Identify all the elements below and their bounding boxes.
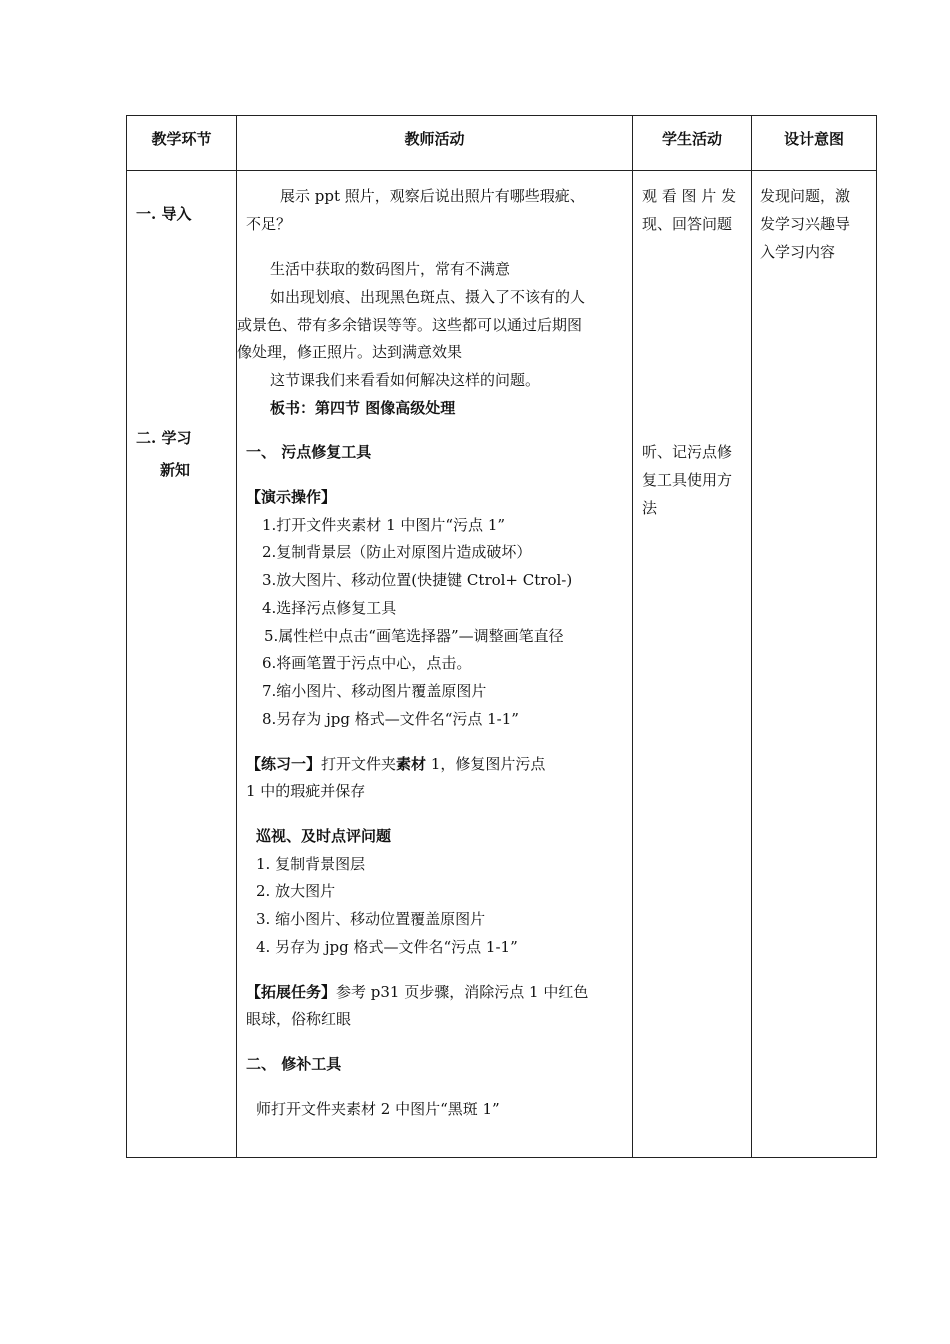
extension-task-line2: 眼球，俗称红眼 (246, 1010, 352, 1028)
patrol-item-4: 4. 另存为 jpg 格式—文件名“污点 1-1” (256, 938, 518, 956)
column-divider-3 (751, 115, 752, 1158)
column-divider-2 (632, 115, 633, 1158)
teacher-last-line: 师打开文件夹素材 2 中图片“黑斑 1” (256, 1100, 500, 1118)
teacher-p4: 这节课我们来看看如何解决这样的问题。 (270, 371, 541, 389)
student-activity-1-line2: 现、回答问题 (642, 215, 733, 233)
student-activity-2-line2: 复工具使用方 (642, 471, 733, 489)
exercise1-text2: 1，修复图片污点 (426, 755, 546, 773)
header-teacher-activity: 教师活动 (404, 130, 465, 148)
demo-step-1: 1.打开文件夹素材 1 中图片“污点 1” (262, 516, 506, 534)
extension-task-text: 参考 p31 页步骤，消除污点 1 中红色 (336, 983, 589, 1001)
design-intent-line3: 入学习内容 (760, 243, 836, 261)
student-activity-2-line1: 听、记污点修 (642, 443, 733, 461)
design-intent-line2: 发学习兴趣导 (760, 215, 851, 233)
exercise1-line1 (246, 755, 545, 773)
patrol-heading: 巡视、及时点评问题 (256, 827, 392, 845)
table-bottom-border (126, 1157, 877, 1158)
demo-step-5: 5.属性栏中点击“画笔选择器”—调整画笔直径 (264, 627, 564, 645)
teacher-p1-line1: 展示 ppt 照片，观察后说出照片有哪些瑕疵、 (280, 187, 585, 205)
stage-learn-line2: 新知 (160, 461, 191, 479)
design-intent-line1: 发现问题，激 (760, 187, 851, 205)
section2-heading: 二、 修补工具 (246, 1055, 342, 1073)
table-left-border (126, 115, 127, 1158)
demo-step-7: 7.缩小图片、移动图片覆盖原图片 (262, 682, 487, 700)
header-teaching-stage: 教学环节 (151, 130, 212, 148)
column-divider-1 (236, 115, 237, 1158)
header-student-activity: 学生活动 (661, 130, 722, 148)
demo-title: 【演示操作】 (246, 488, 337, 506)
table-right-border (876, 115, 877, 1158)
section1-heading: 一、 污点修复工具 (246, 443, 372, 461)
teacher-p3-line3: 像处理，修正照片。达到满意效果 (237, 343, 463, 361)
stage-learn-line1: 二. 学习 (136, 429, 192, 447)
student-activity-1-line1: 观 看 图 片 发 (642, 187, 737, 205)
student-activity-2-line3: 法 (642, 499, 658, 517)
exercise1-line2: 1 中的瑕疵并保存 (246, 782, 366, 800)
teacher-p2: 生活中获取的数码图片，常有不满意 (270, 260, 511, 278)
header-bottom-border (126, 170, 877, 171)
teacher-p1-line2: 不足？ (246, 215, 292, 233)
teacher-p3-line2: 或景色、带有多余错误等等。这些都可以通过后期图 (237, 316, 583, 334)
demo-step-3: 3.放大图片、移动位置(快捷键 Ctrol+ Ctrol-) (262, 571, 573, 589)
demo-step-6: 6.将画笔置于污点中心，点击。 (262, 654, 472, 672)
demo-step-2: 2.复制背景层（防止对原图片造成破坏） (262, 543, 532, 561)
patrol-item-2: 2. 放大图片 (256, 882, 336, 900)
table-top-border (126, 115, 877, 116)
board-title: 板书：第四节 图像高级处理 (270, 399, 456, 417)
exercise1-label: 【练习一】 (246, 755, 322, 773)
exercise1-text: 打开文件夹 (321, 755, 397, 773)
patrol-item-1: 1. 复制背景图层 (256, 855, 366, 873)
demo-step-8: 8.另存为 jpg 格式—文件名“污点 1-1” (262, 710, 519, 728)
header-design-intent: 设计意图 (783, 130, 844, 148)
exercise1-bold-material: 素材 (396, 755, 427, 773)
patrol-item-3: 3. 缩小图片、移动位置覆盖原图片 (256, 910, 486, 928)
teacher-p3-line1: 如出现划痕、出现黑色斑点、摄入了不该有的人 (270, 288, 586, 306)
extension-task-line1 (246, 983, 588, 1001)
extension-task-label: 【拓展任务】 (246, 983, 337, 1001)
stage-intro: 一. 导入 (136, 205, 192, 223)
demo-step-4: 4.选择污点修复工具 (262, 599, 397, 617)
